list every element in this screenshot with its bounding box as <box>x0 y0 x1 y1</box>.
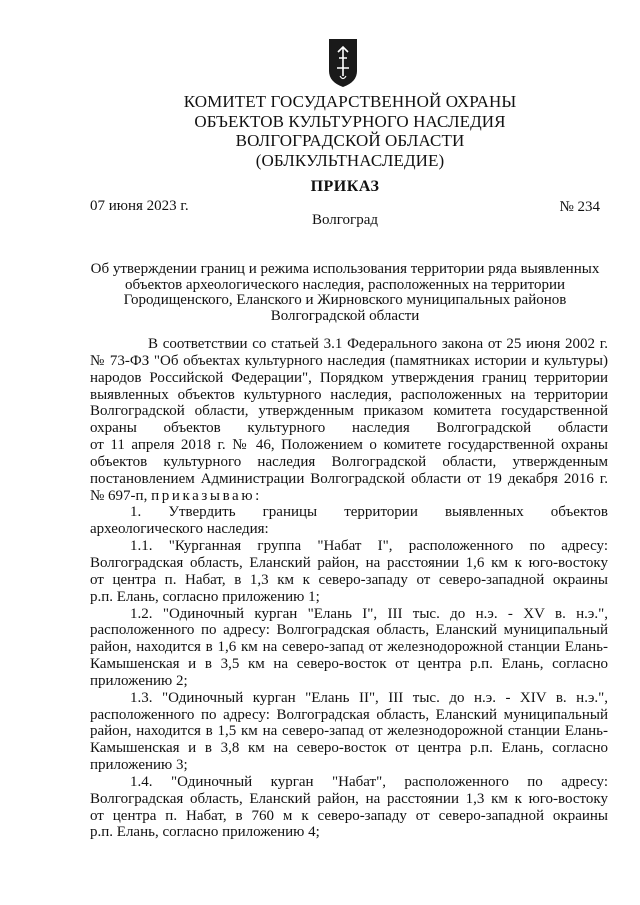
item-1-3-line: 1.3. "Одиночный курган "Елань II", III тыс. до н.э. - XIV в. н.э.", <box>130 689 608 706</box>
item-1-3-line: расположенного по адресу: Волгоградская область, Еланский муниципальный <box>90 706 608 723</box>
item-1-2-line: приложению 2; <box>90 672 188 689</box>
item-1-1-line: р.п. Елань, согласно приложению 1; <box>90 588 320 605</box>
subject-line: Городищенского, Еланского и Жирновского муниципальных районов <box>123 292 567 308</box>
preamble-line: выявленных объектов культурного наследия, расположенных на территории <box>90 386 608 403</box>
preamble-line: В соответствии со статьей 3.1 Федерального закона от 25 июня 2002 г. <box>148 336 608 352</box>
item-1-1-line: от центра п. Набат, в 1,3 км к северо-западу от северо-западной окраины <box>90 571 608 588</box>
order-directive: приказываю: <box>151 487 262 504</box>
preamble-order-number: № 697-п, <box>90 487 152 504</box>
preamble-line: народов Российской Федерации", Порядком утверждения границ территории <box>90 369 608 386</box>
preamble-line <box>90 488 608 505</box>
committee-line: (ОБЛКУЛЬТНАСЛЕДИЕ) <box>255 150 445 170</box>
item-1-3-line: район, находится в 1,5 км на северо-запад от железнодорожной станции Елань- <box>90 723 608 740</box>
committee-line: КОМИТЕТ ГОСУДАРСТВЕННОЙ ОХРАНЫ <box>183 92 517 111</box>
subject-line: Волгоградской области <box>270 307 420 324</box>
committee-line: ВОЛГОГРАДСКОЙ ОБЛАСТИ <box>235 131 465 150</box>
item-1-line: 1. Утвердить границы территории выявленных объектов <box>130 504 608 521</box>
item-1-4-line: 1.4. "Одиночный курган "Набат", расположенного по адресу: <box>130 773 608 790</box>
item-1-3-line: приложению 3; <box>90 757 188 774</box>
item-1-4-line: Волгоградская область, Еланский район, на расстоянии 1,3 км к юго-востоку <box>90 790 608 807</box>
item-1-4-line: от центра п. Набат, в 760 м к северо-западу от северо-западной окраины <box>90 807 608 824</box>
coat-of-arms-emblem <box>328 38 358 88</box>
item-1-1-line: 1.1. "Курганная группа "Набат I", расположенного по адресу: <box>130 538 608 555</box>
preamble-line: охраны объектов культурного наследия Волгоградской области <box>90 420 608 437</box>
subject-line: объектов археологического наследия, расположенных на территории <box>124 276 566 293</box>
subject-line: Об утверждении границ и режима использования территории ряда выявленных <box>90 261 600 277</box>
committee-line: ОБЪЕКТОВ КУЛЬТУРНОГО НАСЛЕДИЯ <box>194 111 506 131</box>
preamble-line: № 73-ФЗ "Об объектах культурного наследия (памятниках истории и культуры) <box>90 352 608 369</box>
item-1-2-line: расположенного по адресу: Волгоградская область, Еланский муниципальный <box>90 622 608 639</box>
item-1-1-line: Волгоградская область, Еланский район, на расстоянии 1,6 км к юго-востоку <box>90 554 608 571</box>
item-1-2-line: Камышенская и в 3,5 км на северо-восток от центра р.п. Елань, согласно <box>90 656 608 673</box>
item-1-4-line: р.п. Елань, согласно приложению 4; <box>90 824 320 841</box>
order-number: № 234 <box>559 199 600 215</box>
preamble-line: Волгоградской области, утвержденным приказом комитета государственной <box>90 403 608 420</box>
order-title: ПРИКАЗ <box>310 178 380 195</box>
preamble-line: объектов культурного наследия Волгоградской области, утвержденным <box>90 453 608 470</box>
item-1-2-line: район, находится в 1,6 км на северо-запад от железнодорожной станции Елань- <box>90 639 608 656</box>
order-city: Волгоград <box>311 212 378 228</box>
item-1-2-line: 1.2. "Одиночный курган "Елань I", III тыс. до н.э. - XV в. н.э.", <box>130 605 608 622</box>
item-1-line: археологического наследия: <box>90 521 269 538</box>
order-subject <box>80 262 610 324</box>
committee-name <box>140 92 560 170</box>
order-body <box>90 336 608 841</box>
order-date: 07 июня 2023 г. <box>90 198 189 214</box>
preamble-line: постановлением Администрации Волгоградской области от 19 декабря 2016 г. <box>90 470 608 487</box>
item-1-3-line: Камышенская и в 3,8 км на северо-восток от центра р.п. Елань, согласно <box>90 740 608 757</box>
preamble-line: от 11 апреля 2018 г. № 46, Положением о комитете государственной охраны <box>90 437 608 454</box>
